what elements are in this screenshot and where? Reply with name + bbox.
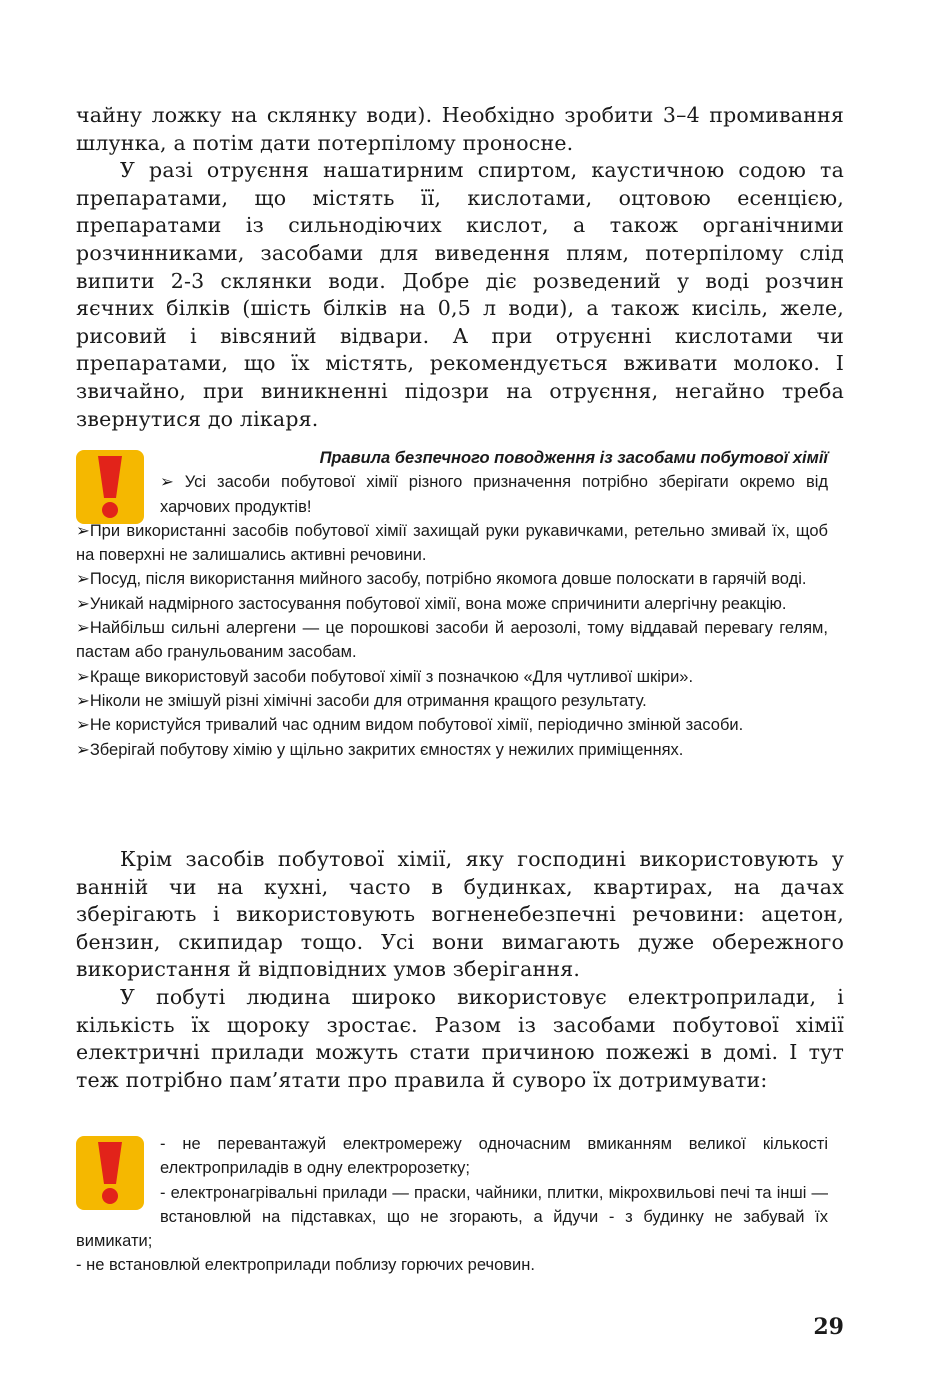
paragraph-poisoning: У разі отруєння нашатирним спиртом, каустичною содою та препаратами, що містять її, кислотами, оцтовою есенцією, препаратами із сильнодіючих кислот, а також органічними розчинниками, засобами для виведення плям, потерпілому слід випити 2-3 склянки води. Добре діє розведений у воді розчин яєчних білків (шість білків на 0,5 л води), а також кисіль, желе, рисовий і вівсяний відвари. А при отруєнні кислотами чи препаратами, що їх містять, рекомендується вживати молоко. І звичайно, при виникненні підозри на отруєння, негайно треба звернутися до лікаря. xyxy=(76,158,844,431)
rule-item: ➢Посуд, після використання мийного засобу, потрібно якомога довше полоскати в гарячій воді. xyxy=(76,570,807,589)
rules-title: Правила безпечного поводження із засобами побутової хімії xyxy=(319,449,828,467)
electric-rule-item: - не перевантажуй електромережу одночасним вмиканням великої кількості електроприладів в одну електророзетку; xyxy=(160,1135,828,1178)
rule-item: ➢Ніколи не змішуй різні хімічні засоби для отримання кращого результату. xyxy=(76,691,647,710)
rule-item: ➢Уникай надмірного застосування побутової хімії, вона може спричинити алергічну реакцію. xyxy=(76,594,787,613)
rule-item: ➢Найбільш сильні алергени — це порошкові засоби й аерозолі, тому віддавай перевагу гелям, пастам або гранульованим засобам. xyxy=(76,619,828,662)
top-text xyxy=(76,102,844,433)
rule-item: ➢Не користуйся тривалий час одним видом побутової хімії, періодично змінюй засоби. xyxy=(76,716,744,735)
paragraph-continuation: чайну ложку на склянку води). Необхідно зробити 3–4 промивання шлунка, а потім дати потерпілому проносне. xyxy=(76,103,844,155)
paragraph-electric: У побуті людина широко використовує електроприлади, і кількість їх щороку зростає. Разом із засобами побутової хімії електричні прилади можуть стати причиною пожежі в домі. І тут теж потрібно пам’ятати про правила й суворо їх дотримувати: xyxy=(76,984,844,1092)
middle-text xyxy=(76,846,844,1094)
paragraph-flammable: Крім засобів побутової хімії, яку господині використовують у ванній чи на кухні, часто в будинках, квартирах, на дачах зберігають і використовують вогненебезпечні речовини: ацетон, бензин, скипидар тощо. Усі вони вимагають дуже обережного використання й відповідних умов зберігання. xyxy=(76,847,844,982)
rule-item: ➢При використанні засобів побутової хімії захищай руки рукавичками, ретельно змивай їх, щоб на поверхні не залишались активні речовини. xyxy=(76,521,828,565)
rule-item: ➢Зберігай побутову хімію у щільно закритих ємностях у нежилих приміщеннях. xyxy=(76,740,684,759)
page-number: 29 xyxy=(813,1314,844,1340)
electric-rule-item: - не встановлюй електроприлади поблизу горючих речовин. xyxy=(76,1256,535,1275)
electric-rules-box xyxy=(76,1132,828,1278)
rule-item: ➢Краще використовуй засоби побутової хімії з позначкою «Для чутливої шкіри». xyxy=(76,667,694,686)
rules-box xyxy=(76,446,828,762)
rule-item: ➢ Усі засоби побутової хімії різного призначення потрібно зберігати окремо від харчових продуктів! xyxy=(160,473,828,516)
electric-rule-item: - електронагрівальні прилади — праски, чайники, плитки, мікрохвильові печі та інші — встановлюй на підставках, що не згорають, а йдучи - з будинку не забувай їх вимикати; xyxy=(76,1183,828,1251)
